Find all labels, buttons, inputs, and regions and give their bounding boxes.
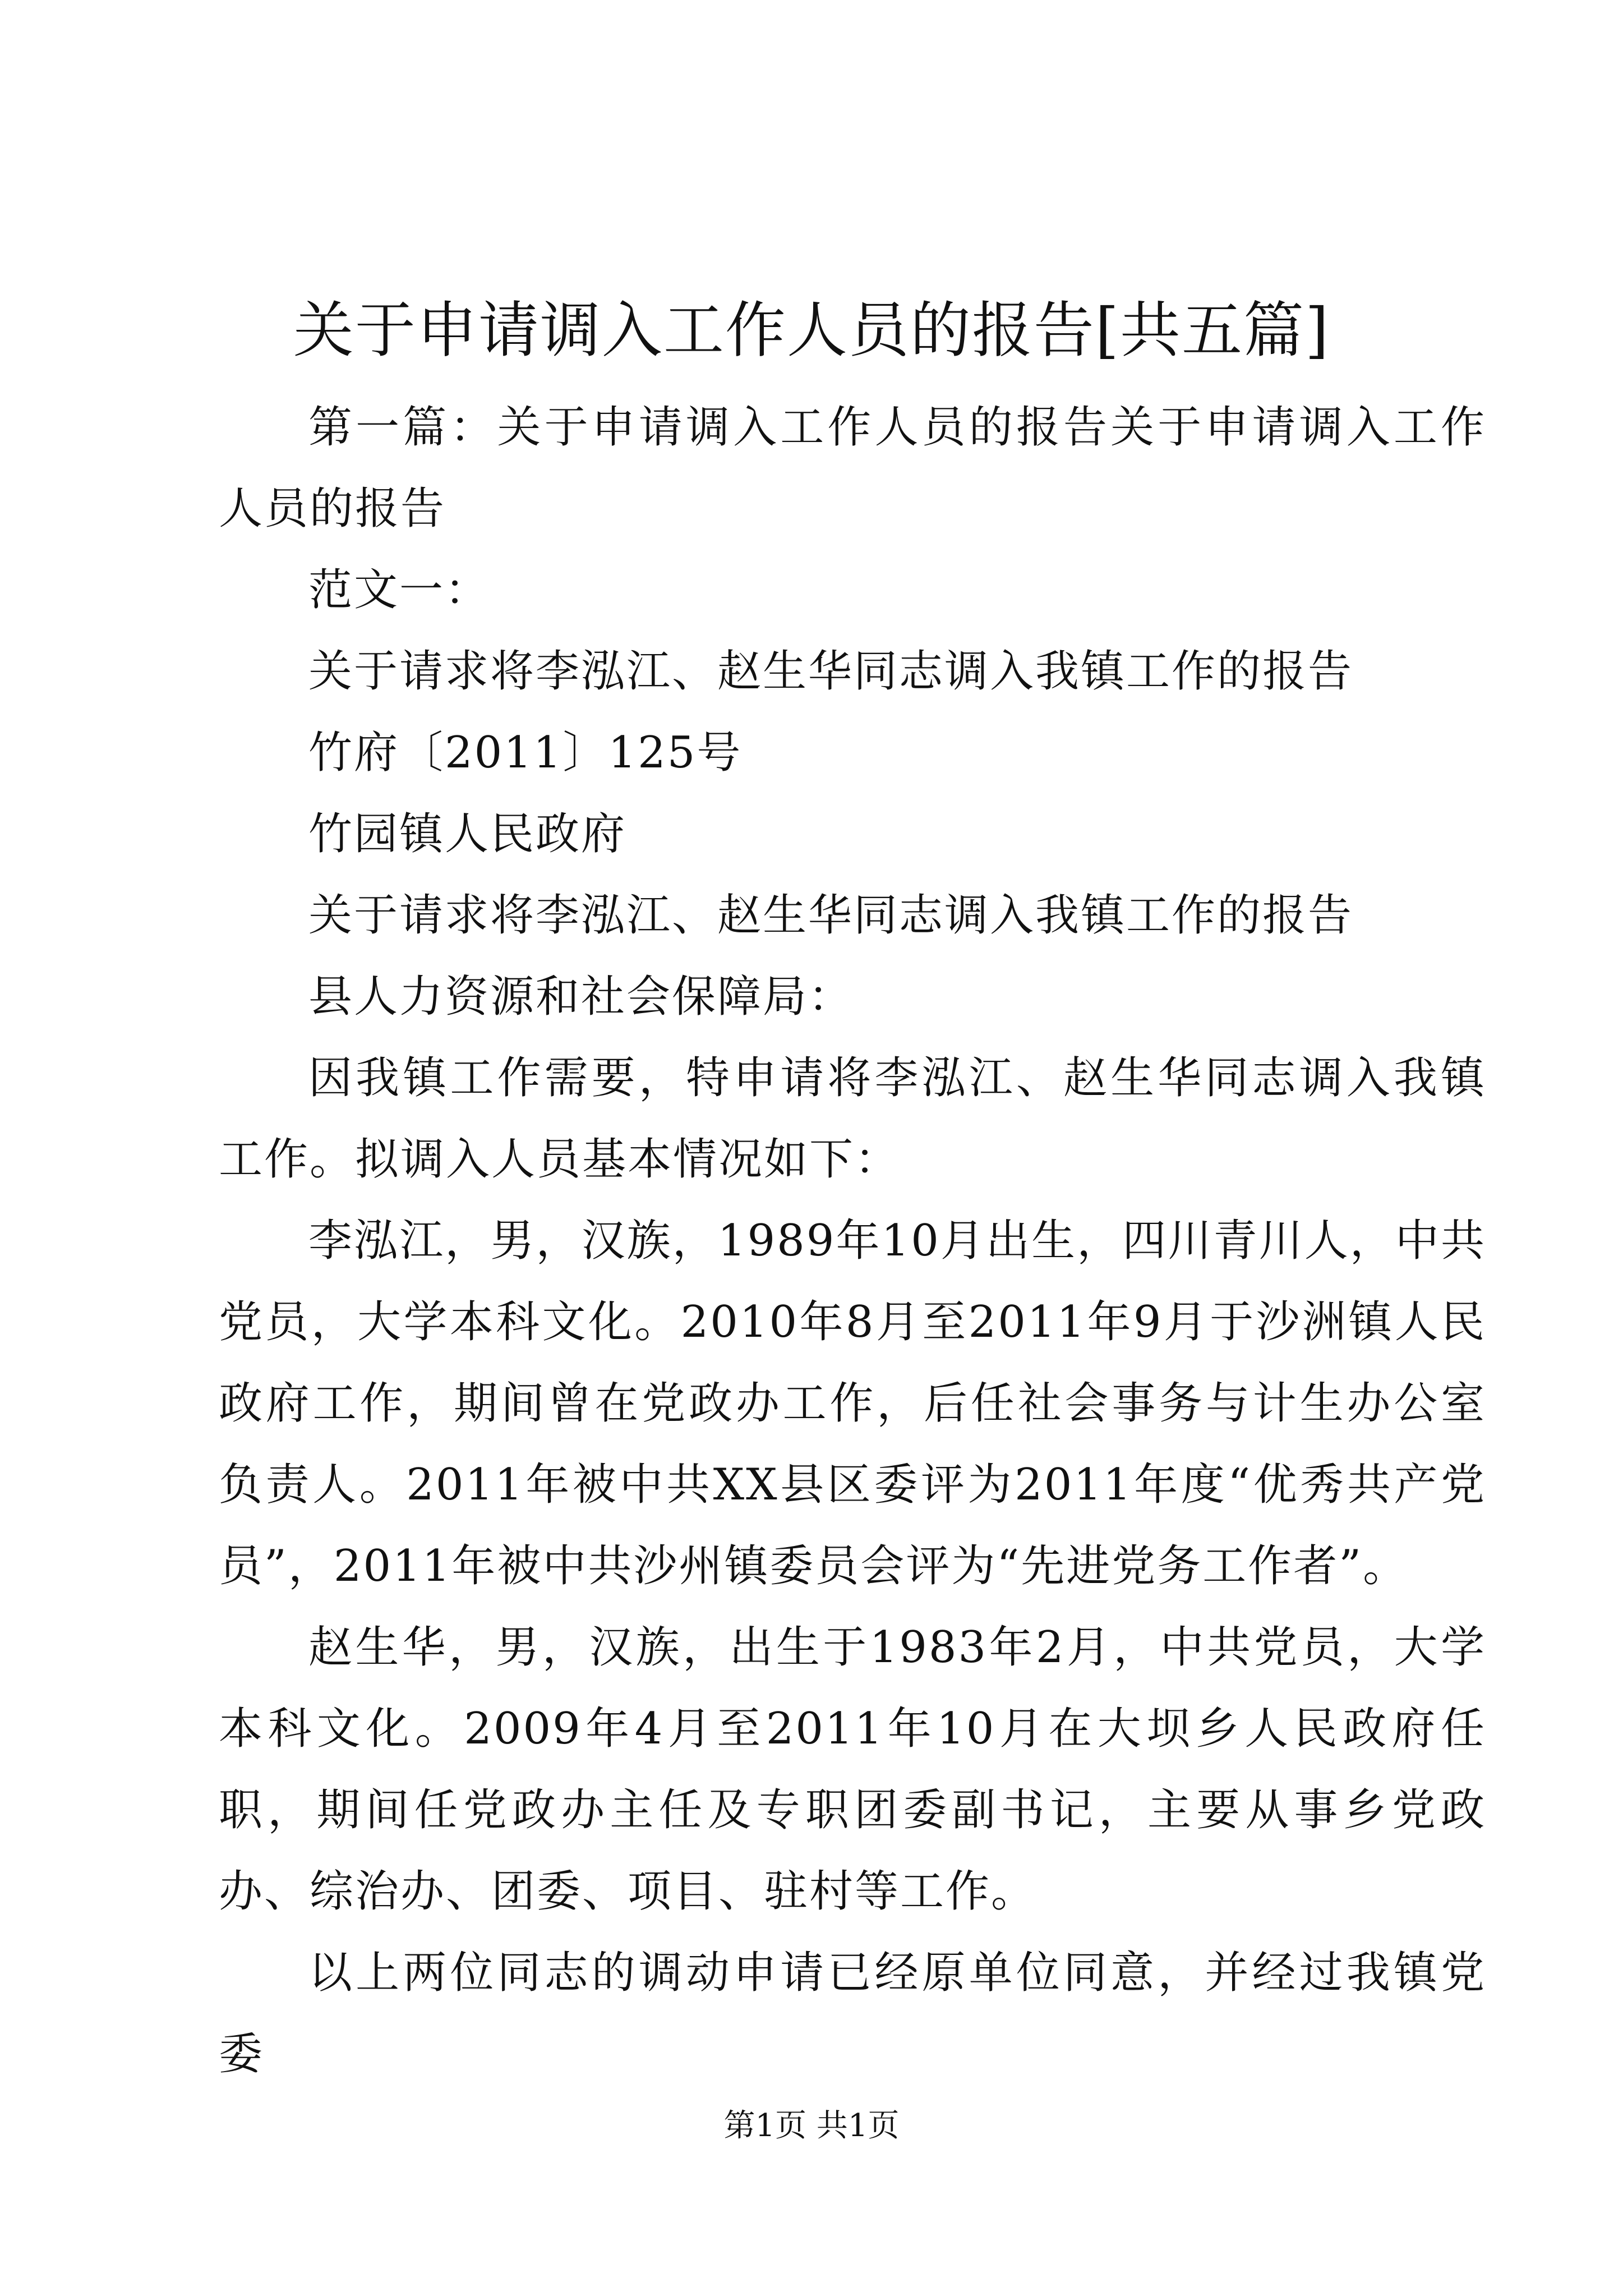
paragraph-issuer: 竹园镇人民政府 [308,809,627,859]
paragraph-zhao-shenghua: 赵生华，男，汉族，出生于1983年2月，中共党员，大学本科文化。2009年4月至2011年10月在大坝乡人民政府任职，期间任党政办主任及专职团委副书记，主要从事乡党政办、综治办、团委、项目、驻村等工作。 [219,1622,1486,1917]
document-title: 关于申请调入工作人员的报告[共五篇] [293,296,1330,366]
paragraph-document-number: 竹府〔2011〕125号 [308,728,743,778]
paragraph-heading-part-one: 第一篇：关于申请调入工作人员的报告关于申请调入工作人员的报告 [219,402,1486,534]
paragraph-li-hongjiang: 李泓江，男，汉族，1989年10月出生，四川青川人，中共党员，大学本科文化。2010年8月至2011年9月于沙洲镇人民政府工作，期间曾在党政办工作，后任社会事务与计生办公室负责人。2011年被中共XX县区委评为2011年度“优秀共产党员”，2011年被中共沙州镇委员会评为“先进党务工作者”。 [219,1216,1486,1591]
paragraph-sample-label: 范文一： [308,565,491,615]
paragraph-report-title-repeat: 关于请求将李泓江、赵生华同志调入我镇工作的报告 [308,890,1354,941]
paragraph-request: 因我镇工作需要，特申请将李泓江、赵生华同志调入我镇工作。拟调入人员基本情况如下： [219,1053,1486,1185]
paragraph-approval: 以上两位同志的调动申请已经原单位同意，并经过我镇党委 [219,1948,1486,2079]
paragraph-recipient: 县人力资源和社会保障局： [308,972,854,1022]
paragraph-report-title: 关于请求将李泓江、赵生华同志调入我镇工作的报告 [308,646,1354,697]
document-body [219,387,1486,2095]
page-footer: 第1页 共1页 [723,2108,900,2144]
